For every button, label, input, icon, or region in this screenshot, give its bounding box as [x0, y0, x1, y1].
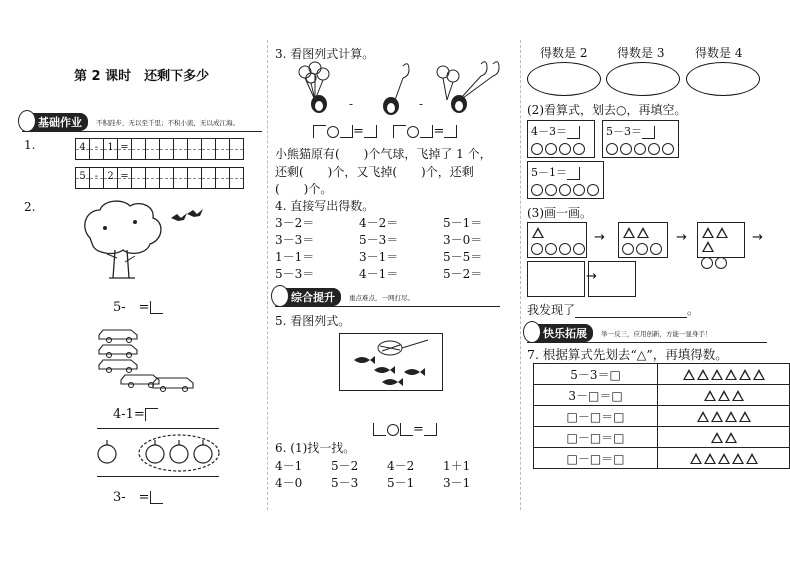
fish-net-illustration: [340, 334, 442, 390]
triangle-icon: [637, 227, 649, 238]
q6-item[interactable]: 5－3: [331, 476, 359, 490]
q2-equation-3: [113, 486, 163, 505]
q3-text-line-1: 小熊猫原有( )个气球，飞掉了 1 个，: [275, 147, 492, 161]
triangle-icon[interactable]: [697, 369, 709, 380]
grid-char: 2: [107, 171, 114, 182]
circle-icon[interactable]: [545, 143, 557, 155]
q7-table: [533, 363, 790, 469]
circle-icon: [531, 243, 543, 255]
circle-icon: [715, 257, 727, 269]
q4-item: 3－1＝: [359, 250, 399, 264]
q2-equation-1: [113, 296, 163, 315]
circle-icon[interactable]: [559, 184, 571, 196]
answer-cell[interactable]: [188, 168, 202, 188]
q4-item: 3－3＝: [275, 233, 315, 247]
q4-item: 5－3＝: [359, 233, 399, 247]
oval-label-2: 得数是 2: [540, 46, 588, 60]
q4-item: 5－2＝: [443, 267, 483, 281]
banner-combined: [275, 289, 414, 305]
q6-found-text: 我发现了: [527, 303, 576, 317]
q6-item[interactable]: 4－0: [275, 476, 303, 490]
grid-char: 5: [79, 171, 86, 182]
column-divider-right: [520, 40, 521, 510]
triangle-icon[interactable]: [683, 369, 695, 380]
answer-cell[interactable]: [230, 168, 243, 188]
triangle-icon[interactable]: [697, 411, 709, 422]
table-row: [534, 406, 790, 427]
triangle-icon[interactable]: [704, 390, 716, 401]
table-row: [534, 448, 790, 469]
answer-box[interactable]: [313, 125, 326, 138]
grid-char: -: [94, 171, 99, 182]
circle-icon[interactable]: [545, 184, 557, 196]
circle-icon: [559, 243, 571, 255]
draw-box-3: [697, 222, 745, 258]
q6-title: 6. (1)找一找。: [275, 441, 356, 455]
banner-basic-line: [22, 131, 262, 132]
q1-number: 1.: [24, 138, 36, 152]
answer-box[interactable]: [364, 125, 377, 138]
answer-box[interactable]: [150, 491, 163, 504]
q6-item[interactable]: 4－1: [275, 459, 303, 473]
apples-illustration: [97, 432, 227, 474]
q7-triangles[interactable]: [658, 364, 790, 385]
answer-box[interactable]: [567, 167, 580, 180]
q7-triangles[interactable]: [658, 406, 790, 427]
triangle-icon: [716, 227, 728, 238]
q4-item: 4－1＝: [359, 267, 399, 281]
banner-basic-motto: 不积跬步，无以至千里；不积小流，无以成江海。: [96, 118, 239, 127]
circle-icon: [636, 243, 648, 255]
answer-cell[interactable]: [160, 168, 174, 188]
circle-icon[interactable]: [587, 184, 599, 196]
q5-fish-box: [339, 333, 443, 391]
arrow-right-icon: →: [676, 230, 687, 245]
q2-number: 2.: [24, 200, 36, 214]
circle-icon: [650, 243, 662, 255]
q1-grid-row-2: [75, 167, 244, 189]
tree-birds-illustration: [75, 198, 215, 283]
q1-grid-row-1: [75, 138, 244, 160]
triangle-icon[interactable]: [718, 453, 730, 464]
triangle-icon[interactable]: [711, 432, 723, 443]
q4-item: 3－2＝: [275, 216, 315, 230]
draw-box-2: [618, 222, 668, 258]
q7-triangles[interactable]: [658, 448, 790, 469]
answer-cell[interactable]: [146, 139, 160, 159]
answer-box[interactable]: [340, 125, 353, 138]
q3-text-line-3: ( )个。: [275, 182, 333, 196]
svg-text:-: -: [349, 97, 354, 111]
answer-oval-2[interactable]: [527, 62, 601, 96]
answer-oval-3[interactable]: [606, 62, 680, 96]
triangle-icon: [702, 241, 714, 252]
q6-eq-1: 4－3＝: [531, 125, 567, 138]
answer-box[interactable]: [145, 408, 158, 421]
triangle-icon[interactable]: [690, 453, 702, 464]
answer-cell[interactable]: [132, 139, 146, 159]
circle-icon[interactable]: [606, 143, 618, 155]
answer-box[interactable]: [567, 126, 580, 139]
answer-cell[interactable]: [202, 139, 216, 159]
q2-eq2-text: 4-1=: [113, 407, 145, 422]
answer-box[interactable]: [400, 423, 413, 436]
panda-balloons-illustration: [283, 60, 508, 120]
q2-divider: [97, 428, 219, 429]
q7-triangles[interactable]: [658, 427, 790, 448]
answer-cell[interactable]: [174, 139, 188, 159]
answer-box[interactable]: [393, 125, 406, 138]
grid-char: -: [94, 142, 99, 153]
q4-grid: [275, 214, 505, 282]
q7-expr[interactable]: □－□＝□: [534, 406, 658, 427]
triangle-icon[interactable]: [718, 390, 730, 401]
oval-label-4: 得数是 4: [695, 46, 743, 60]
q6-item[interactable]: 5－2: [331, 459, 359, 473]
answer-box[interactable]: [420, 125, 433, 138]
operator-circle[interactable]: [387, 424, 399, 436]
q6-eq-2: 5－3＝: [606, 125, 642, 138]
arrow-right-icon: →: [586, 269, 597, 284]
q6-eq-3: 5－1＝: [531, 166, 567, 179]
triangle-icon[interactable]: [711, 411, 723, 422]
q6-item[interactable]: 4－2: [387, 459, 415, 473]
q4-title: 4. 直接写出得数。: [275, 199, 375, 213]
banner-fun-line: [527, 342, 767, 343]
circle-icon: [545, 243, 557, 255]
triangle-icon[interactable]: [725, 411, 737, 422]
arrow-right-icon: →: [594, 230, 605, 245]
triangle-icon[interactable]: [725, 432, 737, 443]
circle-icon[interactable]: [662, 143, 674, 155]
q5-equation-boxes: =: [373, 422, 437, 437]
circle-icon[interactable]: [648, 143, 660, 155]
oval-label-3: 得数是 3: [617, 46, 665, 60]
banner-basic-label: 基础作业: [22, 113, 88, 131]
circle-icon[interactable]: [531, 143, 543, 155]
answer-cell[interactable]: [160, 139, 174, 159]
answer-box[interactable]: [150, 301, 163, 314]
q7-expr[interactable]: 3－□＝□: [534, 385, 658, 406]
q3-title: 3. 看图列式计算。: [275, 47, 375, 61]
answer-cell[interactable]: [230, 139, 243, 159]
circle-icon: [573, 243, 585, 255]
triangle-icon[interactable]: [746, 453, 758, 464]
operator-circle[interactable]: [407, 126, 419, 138]
q7-expr[interactable]: □－□＝□: [534, 427, 658, 448]
answer-cell[interactable]: [146, 168, 160, 188]
q2-divider-2: [97, 476, 219, 477]
q4-item: 4－2＝: [359, 216, 399, 230]
cars-illustration: [95, 320, 205, 400]
draw-box-1: [527, 222, 587, 258]
answer-line[interactable]: [575, 303, 687, 318]
table-row: [534, 427, 790, 448]
circle-icon[interactable]: [634, 143, 646, 155]
answer-oval-4[interactable]: [686, 62, 760, 96]
answer-box[interactable]: [444, 125, 457, 138]
table-row: [534, 385, 790, 406]
lesson-title: 第 2 课时 还剩下多少: [74, 69, 210, 84]
circle-icon[interactable]: [620, 143, 632, 155]
triangle-icon[interactable]: [739, 369, 751, 380]
q3-equation-boxes: = =: [313, 124, 457, 139]
triangle-icon[interactable]: [711, 369, 723, 380]
circle-icon[interactable]: [531, 184, 543, 196]
q6-eq-box-1: [527, 120, 595, 158]
triangle-icon[interactable]: [725, 369, 737, 380]
q6-sub2-title: (2)看算式，划去○，再填空。: [527, 103, 687, 117]
answer-cell[interactable]: [216, 168, 230, 188]
banner-basic: [22, 114, 239, 130]
q4-item: 3－0＝: [443, 233, 483, 247]
answer-cell[interactable]: [216, 139, 230, 159]
q7-title: 7. 根据算式先划去“△”，再填得数。: [527, 347, 728, 362]
q6-item[interactable]: 3－1: [443, 476, 471, 490]
q4-item: 5－3＝: [275, 267, 315, 281]
answer-cell[interactable]: [132, 168, 146, 188]
grid-char: =: [120, 171, 129, 182]
q7-expr[interactable]: □－□＝□: [534, 448, 658, 469]
triangle-icon: [532, 227, 544, 238]
q6-eq-box-3: [527, 161, 604, 199]
banner-fun: [527, 325, 712, 341]
q6-sub3-title: (3)画一画。: [527, 206, 592, 220]
grid-char: 1: [107, 142, 114, 153]
q4-item: 5－1＝: [443, 216, 483, 230]
draw-box-empty-1[interactable]: [527, 261, 585, 297]
answer-box[interactable]: [373, 423, 386, 436]
triangle-icon[interactable]: [753, 369, 765, 380]
triangle-icon: [623, 227, 635, 238]
q2-eq3-text: 3- =: [113, 490, 150, 505]
q2-eq1-text: 5- =: [113, 300, 150, 315]
triangle-icon[interactable]: [704, 453, 716, 464]
answer-cell[interactable]: [188, 139, 202, 159]
q3-text-line-2: 还剩( )个，又飞掉( )个，还剩: [275, 165, 474, 179]
q4-item: 1－1＝: [275, 250, 315, 264]
q7-expr[interactable]: 5－3＝□: [534, 364, 658, 385]
table-row: [534, 364, 790, 385]
triangle-icon[interactable]: [732, 453, 744, 464]
svg-text:-: -: [419, 97, 424, 111]
answer-box[interactable]: [424, 423, 437, 436]
grid-char: 4: [79, 142, 86, 153]
banner-combined-motto: 重点难点，一网打尽。: [349, 293, 414, 302]
circle-icon[interactable]: [573, 143, 585, 155]
grid-char: =: [120, 142, 129, 153]
banner-combined-label: 综合提升: [275, 288, 341, 306]
banner-fun-motto: 举一反三，应用创新，方能一显身手！: [601, 329, 712, 338]
q2-equation-2: [113, 407, 158, 422]
answer-box[interactable]: [642, 126, 655, 139]
circle-icon[interactable]: [573, 184, 585, 196]
q6-find-grid: [275, 457, 505, 491]
circle-icon: [622, 243, 634, 255]
triangle-icon[interactable]: [732, 390, 744, 401]
banner-combined-line: [275, 306, 500, 307]
triangle-icon: [702, 227, 714, 238]
q6-item[interactable]: 5－1: [387, 476, 415, 490]
q6-eq-box-2: [602, 120, 679, 158]
column-divider-left: [267, 40, 268, 510]
draw-box-empty-2[interactable]: [588, 261, 636, 297]
circle-icon[interactable]: [559, 143, 571, 155]
q6-found-line: 我发现了 。: [527, 303, 700, 317]
banner-fun-label: 快乐拓展: [527, 324, 593, 342]
arrow-right-icon: →: [752, 230, 763, 245]
q6-item[interactable]: 1＋1: [443, 459, 471, 473]
triangle-icon[interactable]: [739, 411, 751, 422]
operator-circle[interactable]: [327, 126, 339, 138]
answer-cell[interactable]: [202, 168, 216, 188]
q5-title: 5. 看图列式。: [275, 314, 351, 328]
answer-cell[interactable]: [174, 168, 188, 188]
q7-triangles[interactable]: [658, 385, 790, 406]
circle-icon: [701, 257, 713, 269]
q4-item: 5－5＝: [443, 250, 483, 264]
